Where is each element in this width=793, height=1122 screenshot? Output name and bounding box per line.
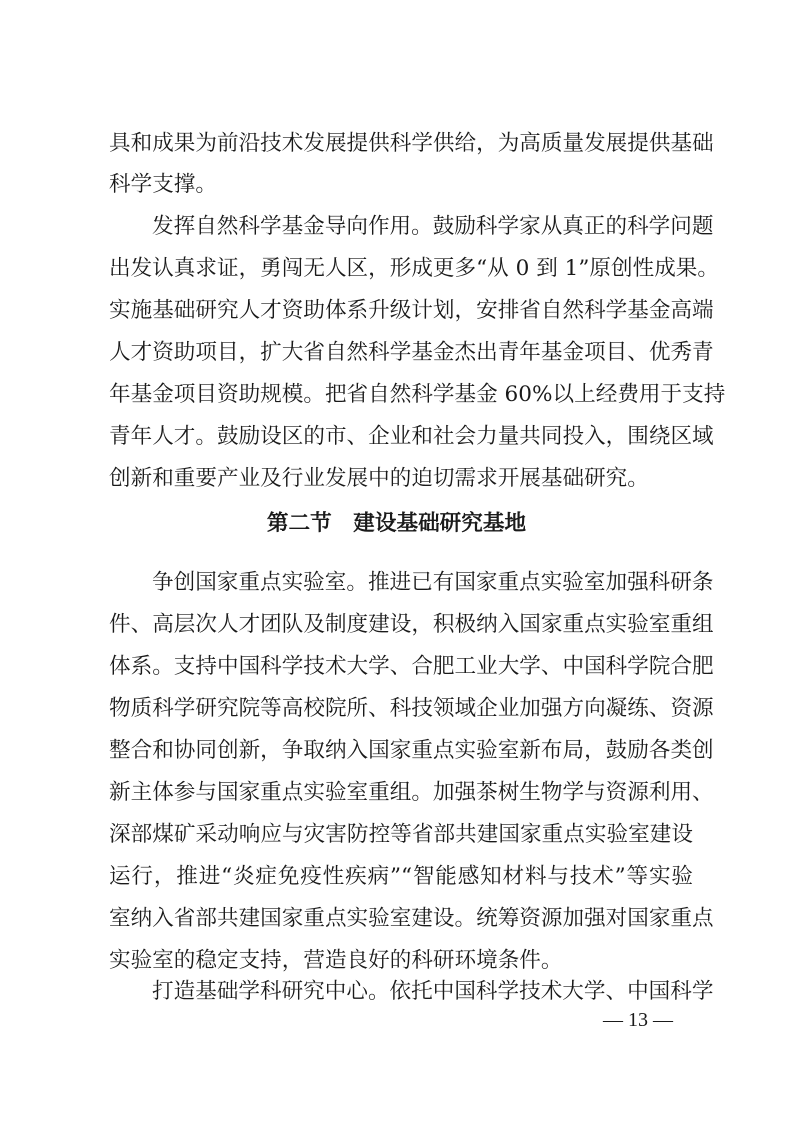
text-line: 实验室的稳定支持，营造良好的科研环境条件。	[109, 948, 563, 973]
text-line: 实施基础研究人才资助体系升级计划，安排省自然科学基金高端	[109, 298, 714, 323]
text-line: 年基金项目资助规模。把省自然科学基金 60%以上经费用于支持	[109, 382, 726, 407]
text-line: 打造基础学科研究中心。依托中国科学技术大学、中国科学	[152, 979, 714, 1004]
text-line: 争创国家重点实验室。推进已有国家重点实验室加强科研条	[152, 570, 714, 595]
page-number: — 13 —	[603, 1009, 673, 1031]
text-line: 件、高层次人才团队及制度建设，积极纳入国家重点实验室重组	[109, 612, 714, 637]
text-line: 具和成果为前沿技术发展提供科学供给，为高质量发展提供基础	[109, 131, 714, 156]
text-line: 创新和重要产业及行业发展中的迫切需求开展基础研究。	[109, 466, 649, 491]
text-line: 体系。支持中国科学技术大学、合肥工业大学、中国科学院合肥	[109, 654, 714, 679]
text-line: 深部煤矿采动响应与灾害防控等省部共建国家重点实验室建设	[109, 822, 693, 847]
text-line: 运行，推进“炎症免疫性疾病”“智能感知材料与技术”等实验	[109, 864, 693, 889]
text-line: 科学支撑。	[109, 172, 217, 197]
text-line: 人才资助项目，扩大省自然科学基金杰出青年基金项目、优秀青	[109, 340, 714, 365]
text-line: 整合和协同创新，争取纳入国家重点实验室新布局，鼓励各类创	[109, 738, 714, 763]
section-heading: 第二节 建设基础研究基地	[266, 511, 527, 536]
text-line: 出发认真求证，勇闯无人区，形成更多“从 0 到 1”原创性成果。	[109, 256, 719, 281]
text-line: 发挥自然科学基金导向作用。鼓励科学家从真正的科学问题	[152, 214, 714, 239]
text-line: 物质科学研究院等高校院所、科技领域企业加强方向凝练、资源	[109, 696, 714, 721]
text-line: 新主体参与国家重点实验室重组。加强茶树生物学与资源利用、	[109, 780, 714, 805]
text-line: 青年人才。鼓励设区的市、企业和社会力量共同投入，围绕区域	[109, 424, 714, 449]
text-line: 室纳入省部共建国家重点实验室建设。统筹资源加强对国家重点	[109, 906, 714, 931]
